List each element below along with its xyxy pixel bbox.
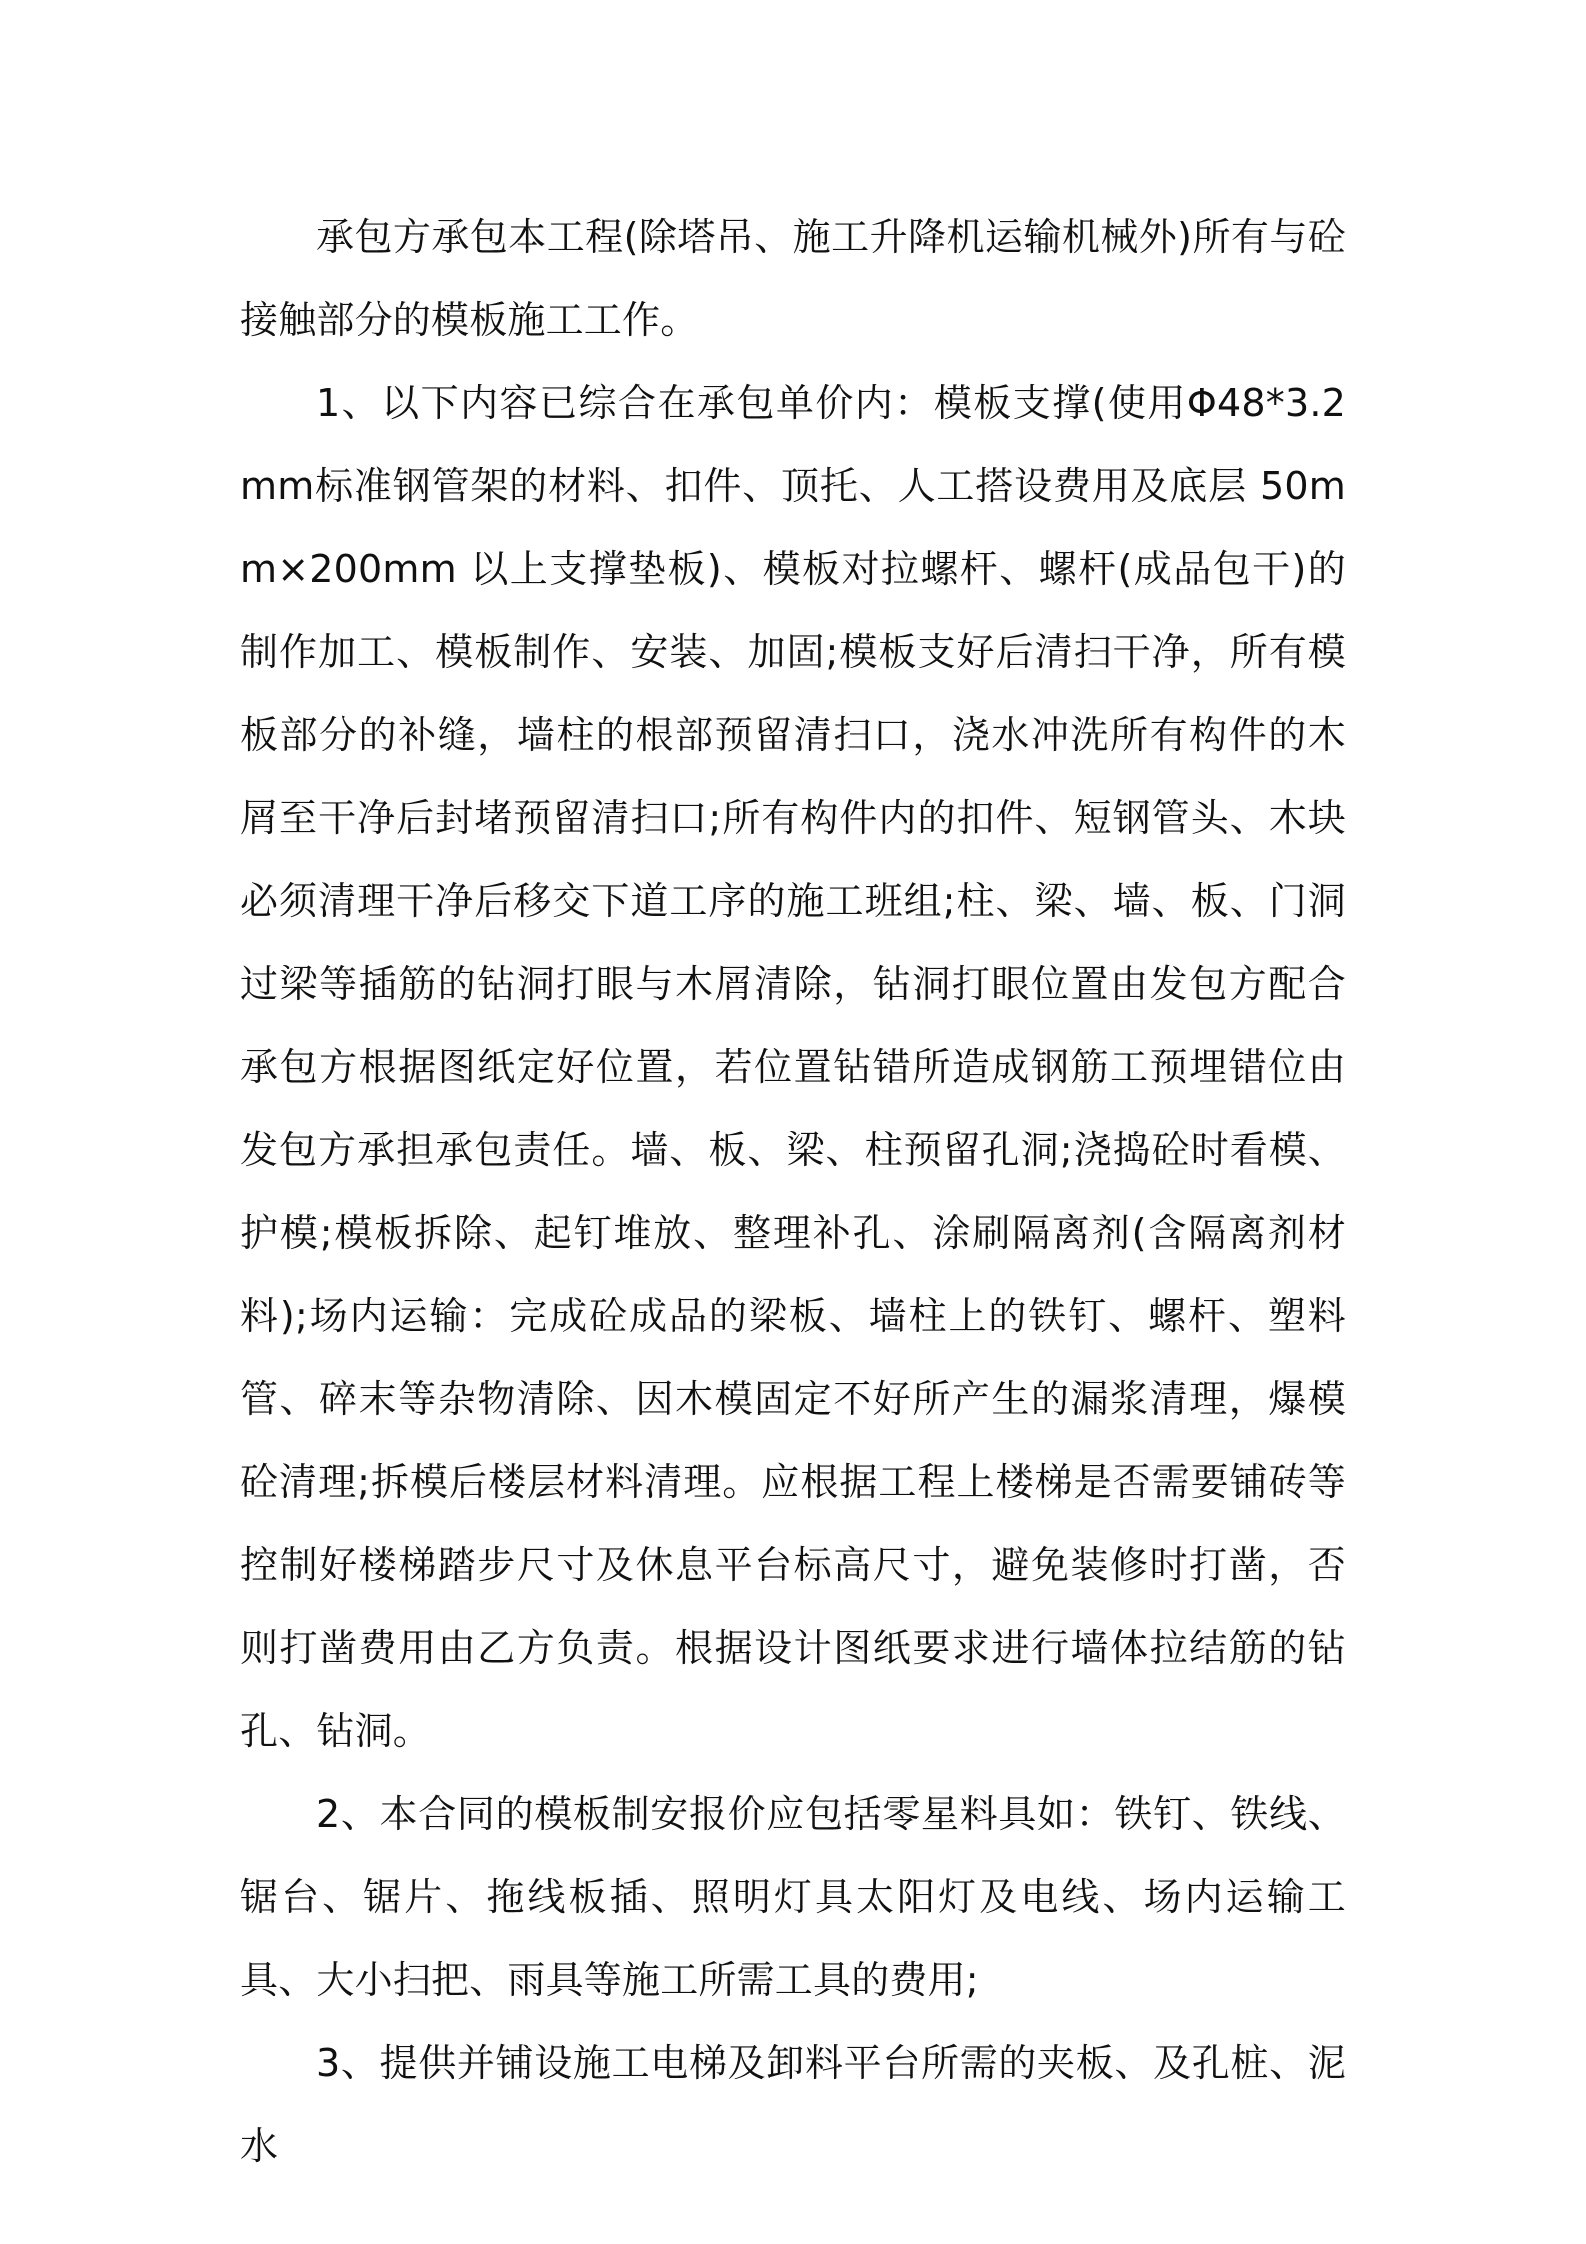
paragraph-item-3: 3、提供并铺设施工电梯及卸料平台所需的夹板、及孔桩、泥水 <box>240 2041 1346 2168</box>
document-body <box>240 196 1346 2188</box>
paragraph-item-1: 1、以下内容已综合在承包单价内：模板支撑(使用Φ48*3.2mm标准钢管架的材料、扣件、顶托、人工搭设费用及底层 50mm×200mm 以上支撑垫板)、模板对拉螺杆、螺杆(成品包干)的制作加工、模板制作、安装、加固;模板支好后清扫干净，所有模板部分的补缝，墙柱的根部预留清扫口，浇水冲洗所有构件的木屑至干净后封堵预留清扫口;所有构件内的扣件、短钢管头、木块必须清理干净后移交下道工序的施工班组;柱、梁、墙、板、门洞过梁等插筋的钻洞打眼与木屑清除，钻洞打眼位置由发包方配合承包方根据图纸定好位置，若位置钻错所造成钢筋工预埋错位由发包方承担承包责任。墙、板、梁、柱预留孔洞;浇捣砼时看模、护模;模板拆除、起钉堆放、整理补孔、涂刷隔离剂(含隔离剂材料);场内运输：完成砼成品的梁板、墙柱上的铁钉、螺杆、塑料管、碎末等杂物清除、因木模固定不好所产生的漏浆清理，爆模砼清理;拆模后楼层材料清理。应根据工程上楼梯是否需要铺砖等控制好楼梯踏步尺寸及休息平台标高尺寸，避免装修时打凿，否则打凿费用由乙方负责。根据设计图纸要求进行墙体拉结筋的钻孔、钻洞。 <box>240 381 1346 1753</box>
paragraph-item-2: 2、本合同的模板制安报价应包括零星料具如：铁钉、铁线、锯台、锯片、拖线板插、照明灯具太阳灯及电线、场内运输工具、大小扫把、雨具等施工所需工具的费用; <box>240 1792 1346 2002</box>
paragraph-scope: 承包方承包本工程(除塔吊、施工升降机运输机械外)所有与砼接触部分的模板施工工作。 <box>240 215 1346 342</box>
